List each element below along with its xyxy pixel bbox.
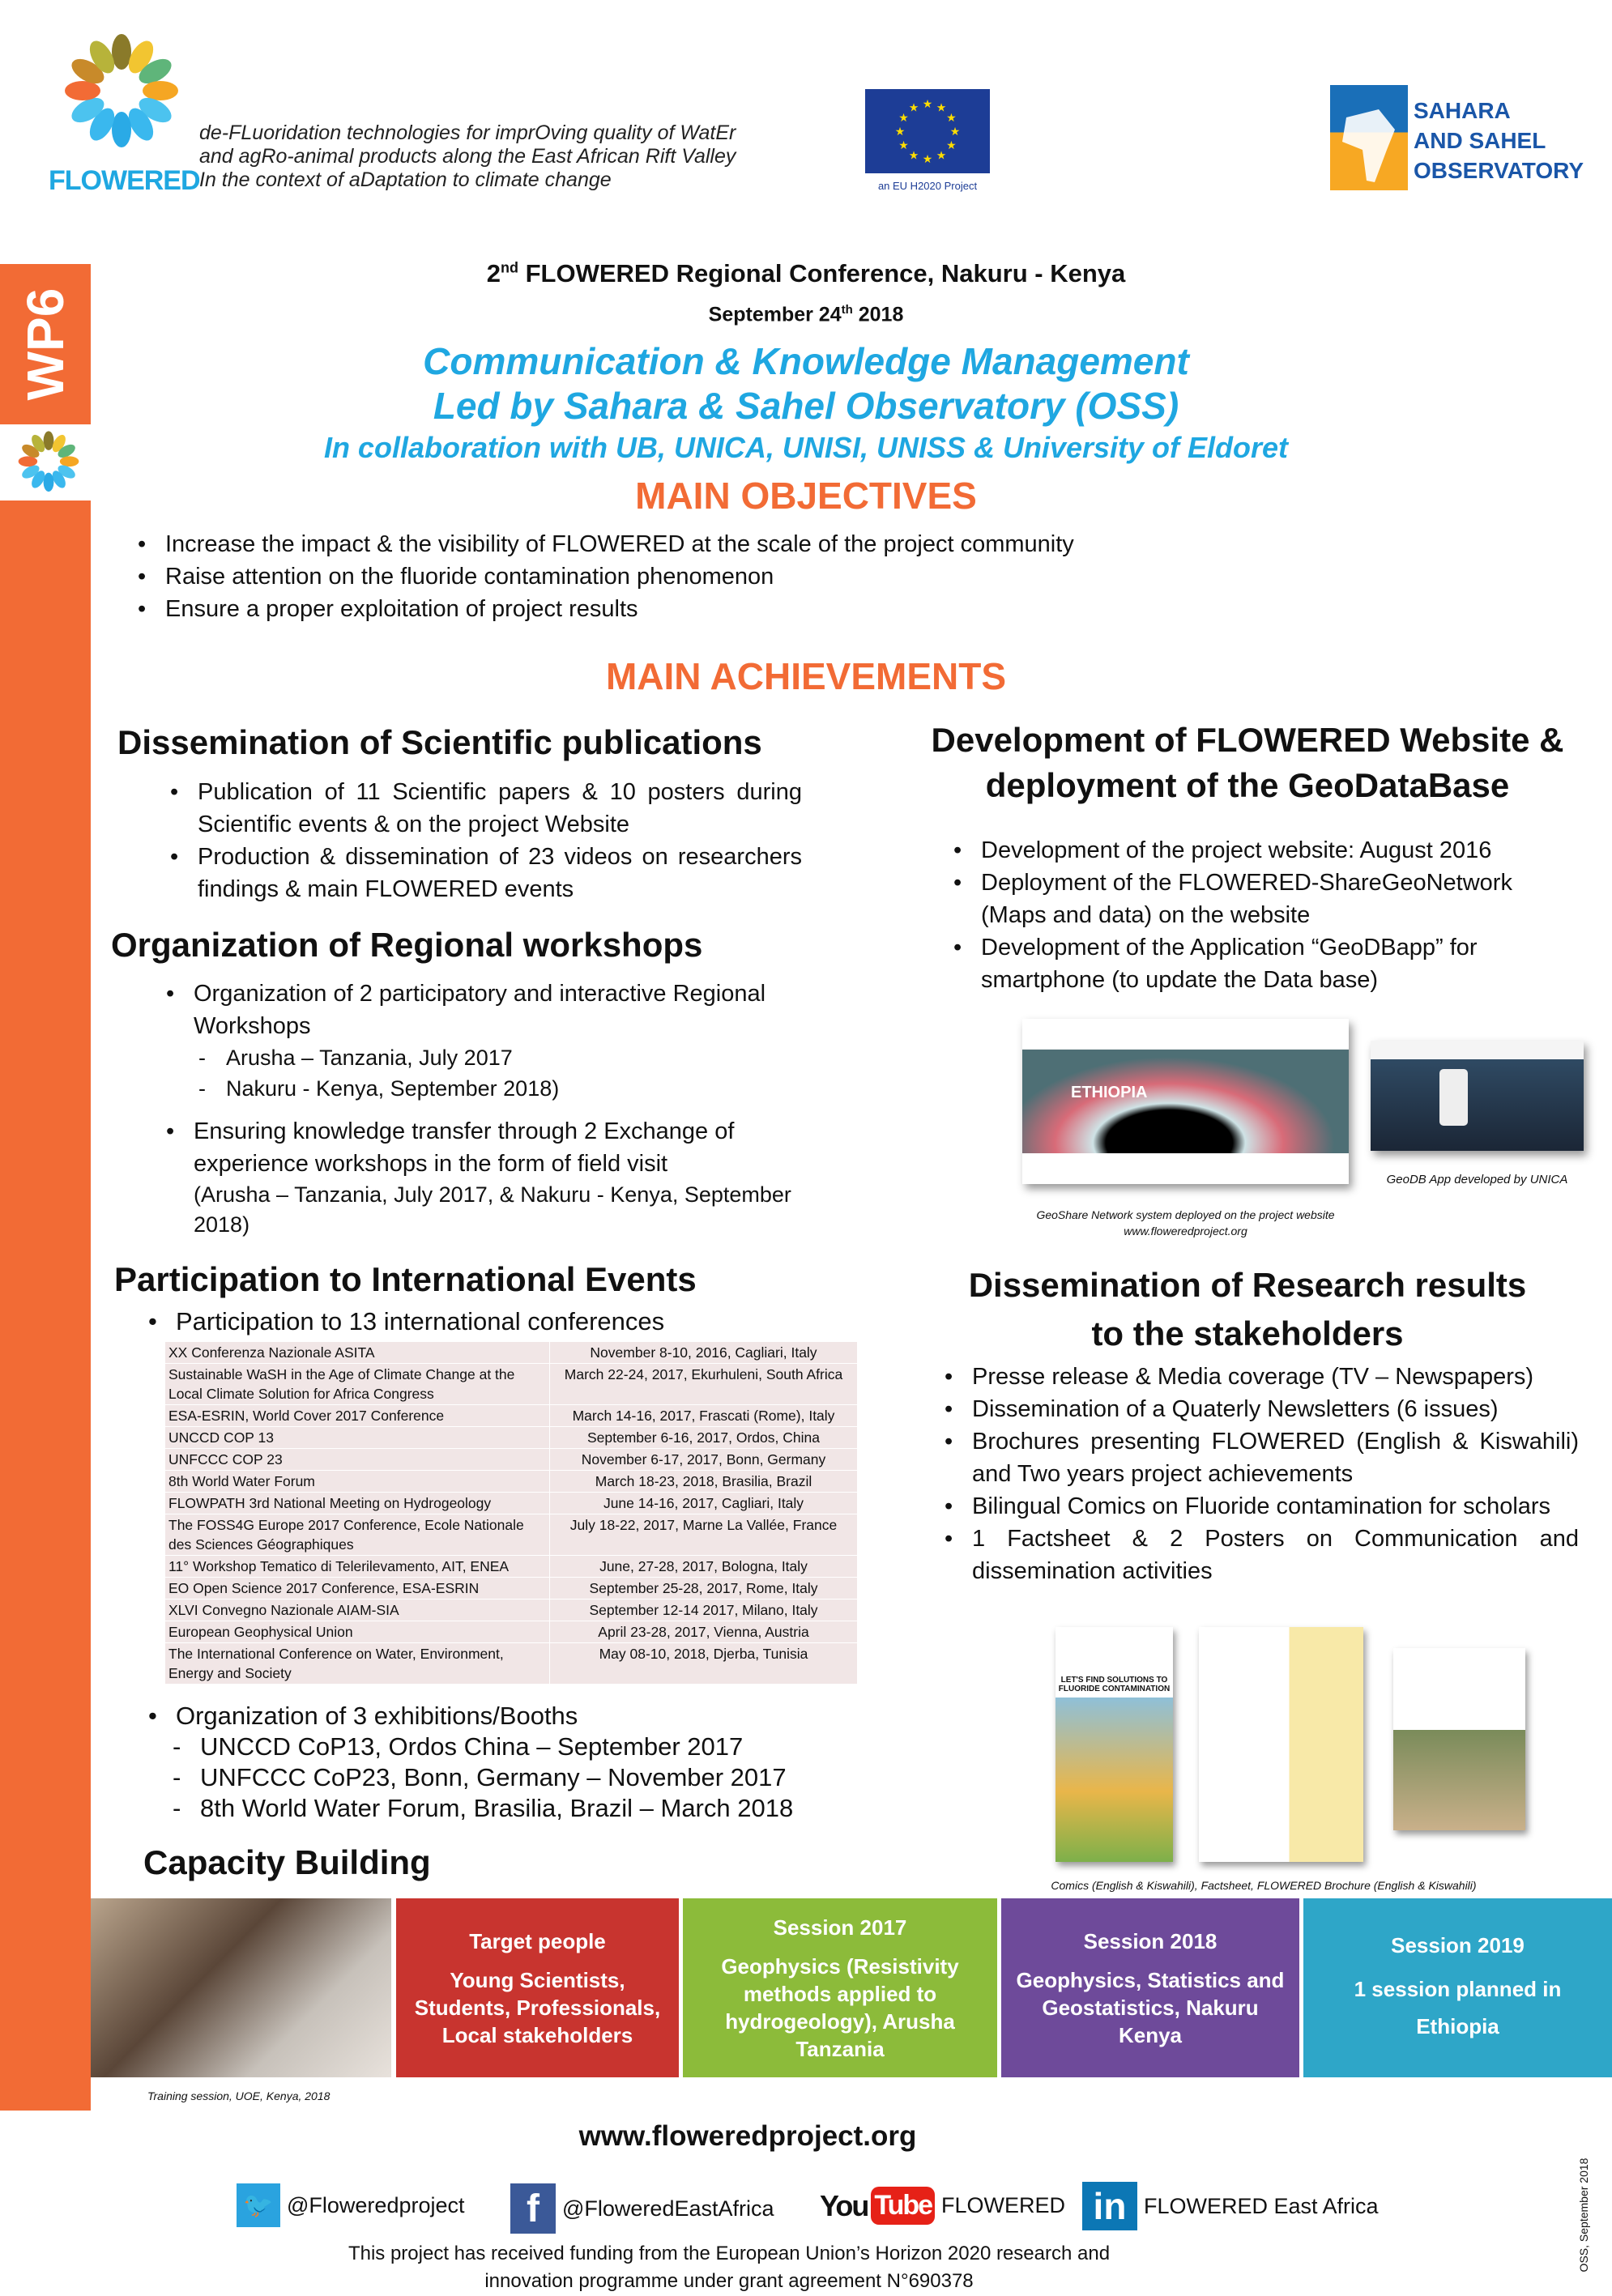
factsheet (1199, 1627, 1363, 1862)
t: nd (500, 259, 518, 276)
list-item: • Participation to 13 international conferences (148, 1306, 664, 1338)
conference-name-cell: XLVI Convegno Nazionale AIAM-SIA (165, 1600, 550, 1621)
research-list (945, 1361, 1579, 1587)
oss-line: SAHARA (1414, 98, 1511, 123)
star: ★ (908, 148, 919, 162)
list-item: • Brochures presenting FLOWERED (English & Kiswahili) and Two years project achievements (945, 1425, 1579, 1490)
t: deployment of the GeoDataBase (985, 766, 1510, 804)
oss-africa-logo-icon (1330, 85, 1408, 190)
t: Geophysics, Statistics and Geostatistics, Nakuru Kenya (1016, 1967, 1285, 2047)
petal (112, 112, 131, 147)
t: Geophysics (Resistivity methods applied to hydrogeology), Arusha Tanzania (721, 1953, 959, 2061)
session-2017-box (683, 1898, 997, 2077)
list-item: • Deployment of the FLOWERED-ShareGeoNetwork (Maps and data) on the website (953, 867, 1569, 931)
conference-date-cell: July 18-22, 2017, Marne La Vallée, France (550, 1514, 858, 1556)
eu-flag-icon (865, 89, 990, 173)
flowered-logo-icon (61, 32, 182, 150)
capacity-heading: Capacity Building (143, 1843, 431, 1881)
t: FLOWERED East Africa (1144, 2193, 1379, 2218)
wp-label: WP6 (16, 288, 75, 401)
t: Target people (469, 1928, 606, 1953)
comic-brochure (1055, 1627, 1173, 1862)
list-item: - Arusha – Tanzania, July 2017 (198, 1042, 814, 1073)
session-2019-box (1303, 1898, 1612, 2077)
t: Young Scientists, Students, Professionals, Local stakeholders (414, 1967, 661, 2047)
conference-date-cell: September 12-14 2017, Milano, Italy (550, 1600, 858, 1621)
table-row (165, 1471, 858, 1493)
twitter-icon: 🐦 (237, 2183, 280, 2227)
t: Development of FLOWERED Website & (931, 721, 1564, 759)
conference-name-cell: XX Conferenza Nazionale ASITA (165, 1342, 550, 1364)
events-intro (148, 1306, 664, 1338)
twitter-link[interactable] (237, 2183, 465, 2227)
list-item: - UNFCCC CoP23, Bonn, Germany – November 2017 (173, 1762, 793, 1793)
t: 2018 (852, 303, 904, 326)
conferences-table (164, 1341, 858, 1685)
t: Session 2017 (773, 1915, 907, 1940)
list-item: - 8th World Water Forum, Brasilia, Brazil – March 2018 (173, 1793, 793, 1824)
conference-date-cell: November 8-10, 2016, Cagliari, Italy (550, 1342, 858, 1364)
list-item: • Ensure a proper exploitation of project results (138, 593, 1074, 625)
conference-date-cell: March 18-23, 2018, Brasilia, Brazil (550, 1471, 858, 1493)
photo-caption: Training session, UOE, Kenya, 2018 (147, 2089, 331, 2102)
flowered-logo-text: FLOWERED (49, 165, 200, 196)
star: ★ (936, 148, 947, 162)
website-link[interactable]: www.floweredproject.org (578, 2120, 917, 2152)
list-item: • Organization of 3 exhibitions/Booths (148, 1701, 793, 1732)
star: ★ (898, 138, 909, 151)
eu-caption: an EU H2020 Project (877, 180, 978, 192)
t: 1 session planned in Ethiopia (1354, 1976, 1562, 2038)
t: to the stakeholders (1091, 1314, 1404, 1352)
list-item: • Development of the Application “GeoDBapp” for smartphone (to update the Data base) (953, 931, 1569, 996)
list-item: • 1 Factsheet & 2 Posters on Communication and dissemination activities (945, 1523, 1579, 1587)
app-screenshot (1371, 1041, 1584, 1151)
table-row (165, 1342, 858, 1364)
t: innovation programme under grant agreement N°690378 (484, 2270, 974, 2292)
oss-line: OBSERVATORY (1414, 158, 1584, 183)
star: ★ (922, 97, 933, 110)
list-item: • Publication of 11 Scientific papers & 10 posters during Scientific events & on the project Website (170, 776, 802, 841)
conference-name-cell: ESA-ESRIN, World Cover 2017 Conference (165, 1405, 550, 1427)
conference-date-cell: May 08-10, 2018, Djerba, Tunisia (550, 1643, 858, 1685)
conference-name-cell: Sustainable WaSH in the Age of Climate Change at the Local Climate Solution for Africa Congress (165, 1364, 550, 1405)
t: www.floweredproject.org (1124, 1225, 1247, 1237)
target-people-box (396, 1898, 679, 2077)
youtube-icon: Tube (871, 2187, 935, 2225)
list-item: • Development of the project website: August 2016 (953, 834, 1569, 867)
tagline-line: de-FLuoridation technologies for imprOving quality of WatEr (199, 121, 736, 144)
list-item: • Presse release & Media coverage (TV – Newspapers) (945, 1361, 1579, 1393)
conference-date-cell: March 14-16, 2017, Frascati (Rome), Italy (550, 1405, 858, 1427)
star: ★ (908, 100, 919, 114)
conference-date-cell: April 23-28, 2017, Vienna, Austria (550, 1621, 858, 1643)
list-item: • Ensuring knowledge transfer through 2 Exchange of experience workshops in the form of field visit (166, 1115, 814, 1180)
list-item: • Increase the impact & the visibility of FLOWERED at the scale of the project community (138, 528, 1074, 560)
facebook-link[interactable] (510, 2183, 774, 2234)
events-heading: Participation to International Events (114, 1260, 697, 1298)
table-row (165, 1643, 858, 1685)
conference-date (0, 303, 1612, 326)
t: FLOWERED (941, 2193, 1066, 2217)
youtube-link[interactable] (820, 2187, 1065, 2225)
brochures-caption: Comics (English & Kiswahili), Factsheet, FLOWERED Brochure (English & Kiswahili) (1051, 1879, 1477, 1892)
conference-date-cell: November 6-17, 2017, Bonn, Germany (550, 1449, 858, 1471)
collaboration-line: In collaboration with UB, UNICA, UNISI, UNISS & University of Eldoret (323, 431, 1289, 464)
facebook-icon: f (510, 2183, 556, 2234)
list-item: • Bilingual Comics on Fluoride contamination for scholars (945, 1490, 1579, 1523)
tagline (199, 121, 736, 192)
workshops-note (166, 1180, 814, 1240)
petal (143, 81, 178, 100)
table-row (165, 1493, 858, 1514)
tagline-line: and agRo-animal products along the East African Rift Valley (199, 145, 736, 168)
t: GeoShare Network system deployed on the project website (1036, 1208, 1335, 1221)
workshops-list (166, 978, 814, 1240)
petal (112, 34, 131, 70)
website-list (953, 834, 1569, 996)
conference-name-cell: 8th World Water Forum (165, 1471, 550, 1493)
t: th (841, 303, 853, 317)
table-row (165, 1405, 858, 1427)
oss-line: AND SAHEL (1414, 128, 1546, 153)
t: @Floweredproject (287, 2192, 465, 2217)
table-row (165, 1600, 858, 1621)
conference-name-cell: European Geophysical Union (165, 1621, 550, 1643)
research-heading (899, 1266, 1596, 1353)
star: ★ (936, 100, 947, 114)
table-row (165, 1556, 858, 1578)
table-row (165, 1364, 858, 1405)
objectives-list (138, 528, 1074, 625)
petal (65, 81, 100, 100)
star: ★ (946, 111, 957, 124)
exhibitions-list (148, 1701, 793, 1824)
training-photo (91, 1898, 391, 2077)
star: ★ (894, 125, 906, 138)
table-row (165, 1621, 858, 1643)
t: 2 (486, 259, 501, 288)
brochure (1393, 1648, 1525, 1830)
conference-date-cell: March 22-24, 2017, Ekurhuleni, South Africa (550, 1364, 858, 1405)
conference-date-cell: June, 27-28, 2017, Bologna, Italy (550, 1556, 858, 1578)
conference-title (0, 259, 1612, 288)
t: Dissemination of Research results (968, 1266, 1527, 1304)
conference-name-cell: UNFCCC COP 23 (165, 1449, 550, 1471)
t: FLOWERED Regional Conference, Nakuru - Kenya (518, 259, 1126, 288)
achievements-heading: MAIN ACHIEVEMENTS (605, 655, 1007, 697)
website-heading (899, 721, 1596, 805)
main-title: Communication & Knowledge Management (423, 340, 1189, 382)
table-row (165, 1449, 858, 1471)
conference-name-cell: The International Conference on Water, Environment, Energy and Society (165, 1643, 550, 1685)
funding-statement (243, 2240, 1215, 2295)
conference-name-cell: UNCCD COP 13 (165, 1427, 550, 1449)
table-row (165, 1578, 858, 1600)
publications-list (170, 776, 802, 905)
website-screenshot (1022, 1019, 1349, 1184)
t: (Arusha – Tanzania, July 2017, & Nakuru - Kenya, September 2018) (194, 1182, 791, 1237)
table-row (165, 1427, 858, 1449)
t: LET'S FIND SOLUTIONS TO FLUORIDE CONTAMINATION (1058, 1676, 1171, 1693)
left-orange-bar (0, 501, 91, 2111)
oss-logo-text (1414, 96, 1584, 185)
t: Session 2019 (1391, 1932, 1525, 1957)
conference-date-cell: September 25-28, 2017, Rome, Italy (550, 1578, 858, 1600)
main-subtitle: Led by Sahara & Sahel Observatory (OSS) (433, 385, 1179, 427)
t: Session 2018 (1083, 1928, 1218, 1953)
tagline-line: In the context of aDaptation to climate change (199, 168, 612, 191)
t: This project has received funding from the European Union’s Horizon 2020 research and (348, 2243, 1111, 2264)
table-row (165, 1514, 858, 1556)
conference-name-cell: FLOWPATH 3rd National Meeting on Hydrogeology (165, 1493, 550, 1514)
publications-heading: Dissemination of Scientific publications (117, 723, 762, 761)
conference-name-cell: EO Open Science 2017 Conference, ESA-ESRIN (165, 1578, 550, 1600)
list-item: • Dissemination of a Quaterly Newsletters (6 issues) (945, 1393, 1579, 1425)
website-caption (1022, 1207, 1349, 1239)
credit: OSS, September 2018 (1577, 2158, 1590, 2273)
conference-name-cell: 11° Workshop Tematico di Telerilevamento, AIT, ENEA (165, 1556, 550, 1578)
star: ★ (949, 125, 961, 138)
t: @FloweredEastAfrica (562, 2196, 774, 2221)
session-2018-box (1001, 1898, 1299, 2077)
star: ★ (898, 111, 909, 124)
list-item: - Nakuru - Kenya, September 2018) (198, 1073, 814, 1104)
conference-date-cell: September 6-16, 2017, Ordos, China (550, 1427, 858, 1449)
list-item: • Production & dissemination of 23 videos on researchers findings & main FLOWERED events (170, 841, 802, 905)
linkedin-icon: in (1082, 2182, 1137, 2230)
objectives-heading: MAIN OBJECTIVES (635, 475, 977, 517)
screenshot-label: ETHIOPIA (1071, 1084, 1148, 1101)
t: September 24 (708, 303, 842, 326)
conference-name-cell: The FOSS4G Europe 2017 Conference, Ecole Nationale des Sciences Géographiques (165, 1514, 550, 1556)
conference-date-cell: June 14-16, 2017, Cagliari, Italy (550, 1493, 858, 1514)
linkedin-link[interactable] (1082, 2182, 1379, 2230)
star: ★ (922, 152, 933, 165)
list-item: • Raise attention on the fluoride contamination phenomenon (138, 560, 1074, 593)
list-item: - UNCCD CoP13, Ordos China – September 2017 (173, 1732, 793, 1762)
star: ★ (946, 138, 957, 151)
app-caption: GeoDB App developed by UNICA (1386, 1173, 1568, 1186)
youtube-icon: You (820, 2188, 868, 2222)
list-item: • Organization of 2 participatory and interactive Regional Workshops (166, 978, 814, 1042)
workshops-heading: Organization of Regional workshops (111, 926, 703, 964)
